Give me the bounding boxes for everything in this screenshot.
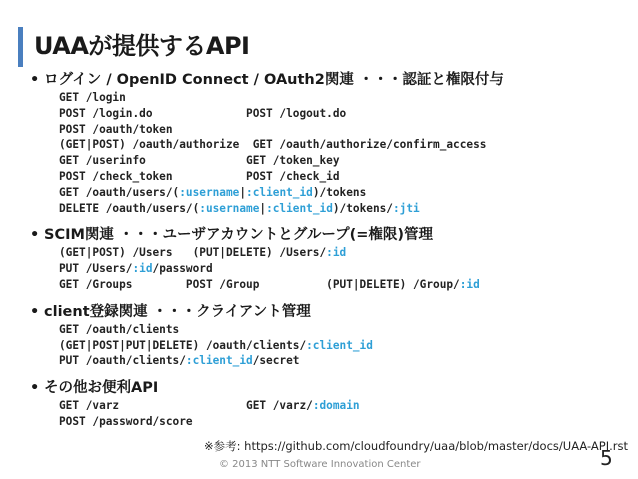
endpoint-text: GET /userinfo GET /token_key [59,154,340,168]
api-endpoint-line [59,353,630,369]
section-heading-text: ログイン / OpenID Connect / OAuth2関連 ・・・認証と権限付与 [44,72,504,88]
api-endpoint-line [59,322,630,338]
endpoint-text: DELETE /oauth/users/( [59,201,200,215]
path-parameter: :id [326,246,347,260]
endpoint-text: GET /oauth/clients [59,322,180,336]
path-parameter: :username [199,201,260,215]
endpoint-text: GET /oauth/users/( [59,185,180,199]
path-parameter: :client_id [246,185,313,199]
slide-title: UAAが提供するAPI [34,32,250,60]
api-endpoint-line [59,106,630,122]
api-section [30,378,630,430]
path-parameter: :client_id [185,354,253,368]
path-parameter: :client_id [306,338,373,352]
copyright: © 2013 NTT Software Innovation Center [219,459,421,470]
slide-content [30,70,630,439]
endpoint-text: GET /Groups POST /Group (PUT|DELETE) /Group/ [59,277,460,291]
page-number: 5 [600,446,613,470]
endpoint-text: /secret [252,354,300,368]
section-heading [30,302,630,322]
bullet-icon: • [30,303,40,320]
path-parameter: :username [179,185,240,199]
section-heading [30,378,630,398]
api-endpoint-line [59,122,630,138]
endpoint-text: /password [152,262,213,276]
api-endpoint-line [59,261,630,277]
endpoint-text: POST /check_token POST /check_id [59,169,340,183]
api-endpoint-line [59,137,630,153]
endpoint-text: PUT /Users/ [59,262,133,276]
bullet-icon: • [30,227,40,244]
api-endpoint-line [59,153,630,169]
section-heading [30,70,630,90]
endpoint-text: | [239,185,247,199]
endpoint-text: )/tokens/ [332,201,393,215]
api-endpoint-line [59,90,630,106]
endpoint-text: POST /oauth/token [59,122,173,136]
path-parameter: :id [132,262,153,276]
endpoint-text: POST /login.do POST /logout.do [59,106,347,120]
api-endpoint-line [59,398,630,414]
endpoint-text: GET /login [59,91,126,104]
api-endpoint-line [59,245,630,261]
api-endpoint-line [59,201,630,217]
api-endpoint-line [59,414,630,430]
endpoint-text: (GET|POST) /Users (PUT|DELETE) /Users/ [59,246,327,260]
section-heading [30,225,630,245]
api-endpoint-line [59,277,630,293]
section-heading-text: その他お便利API [44,380,159,397]
path-parameter: :jti [393,201,420,215]
bullet-icon: • [30,380,40,397]
endpoint-text: )/tokens [312,185,367,199]
endpoint-text: (GET|POST) /oauth/authorize GET /oauth/authorize/confirm_access [59,138,487,152]
bullet-icon: • [30,72,40,88]
api-section [30,302,630,369]
title-accent-bar [18,27,23,67]
api-section [30,70,630,216]
api-endpoint-line [59,185,630,201]
path-parameter: :client_id [266,201,333,215]
section-heading-text: client登録関連 ・・・クライアント管理 [44,303,311,320]
endpoint-text: (GET|POST|PUT|DELETE) /oauth/clients/ [59,338,307,352]
api-section [30,225,630,292]
api-endpoint-line [59,169,630,185]
path-parameter: :id [459,277,480,291]
path-parameter: :domain [312,399,360,413]
endpoint-text: GET /varz GET /varz/ [59,399,313,413]
reference-note: ※参考: https://github.com/cloudfoundry/uaa/blob/master/docs/UAA-API.rst [204,439,628,453]
endpoint-text: | [259,201,267,215]
section-heading-text: SCIM関連 ・・・ユーザアカウントとグループ(=権限)管理 [44,227,434,244]
endpoint-text: PUT /oauth/clients/ [59,354,186,368]
api-endpoint-line [59,338,630,354]
endpoint-text: POST /password/score [59,414,193,428]
